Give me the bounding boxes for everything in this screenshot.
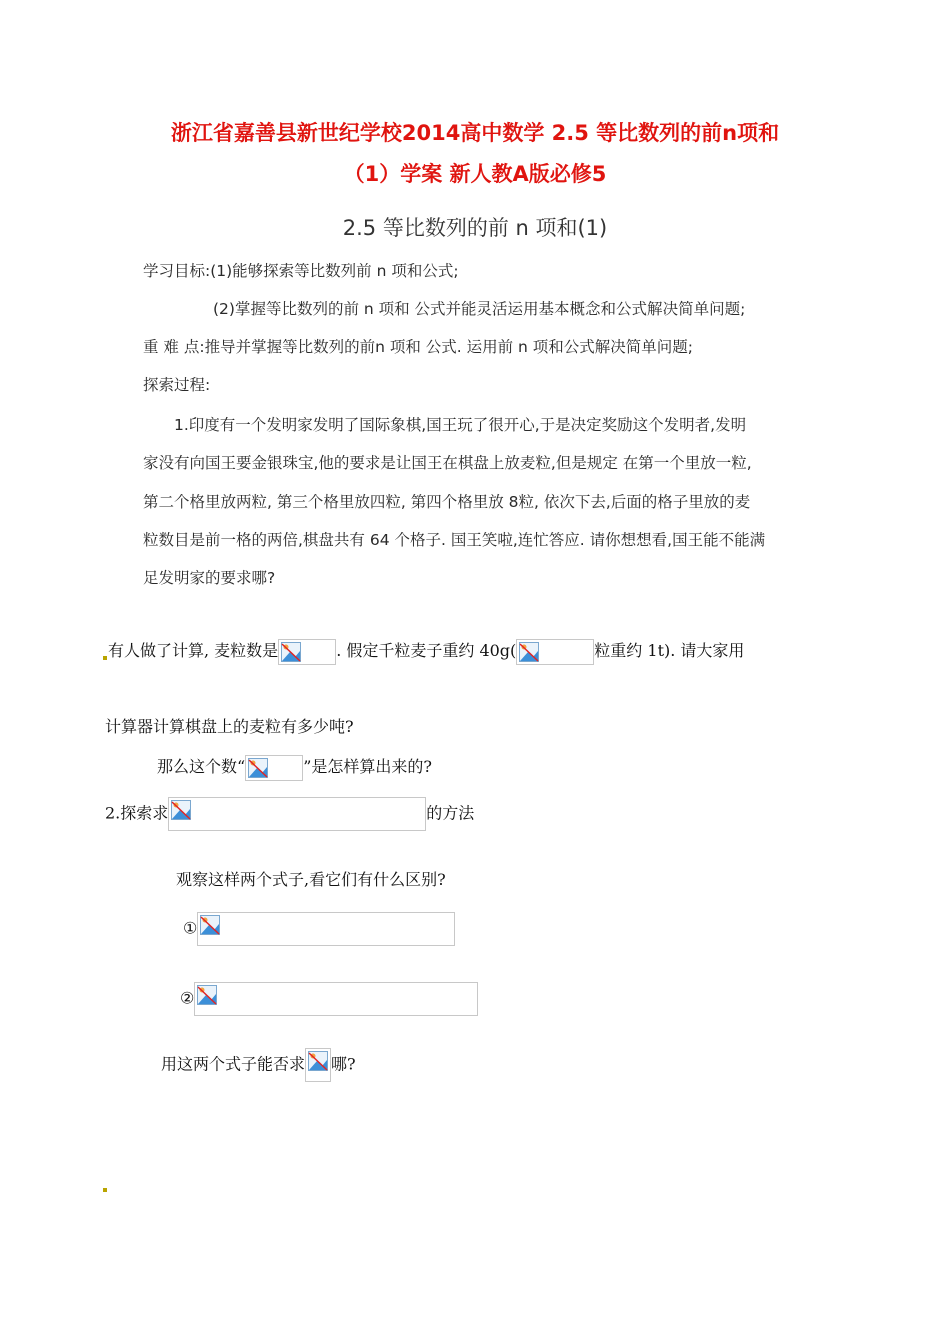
broken-image-icon — [248, 758, 268, 778]
marker-dot — [103, 1188, 107, 1192]
calc-question-text-2: ”是怎样算出来的? — [303, 757, 432, 776]
broken-image-icon — [519, 642, 539, 662]
formula-image — [516, 639, 594, 665]
calc-text-2: . 假定千粒麦子重约 40g( — [336, 641, 517, 660]
calc-line-1 — [108, 638, 744, 665]
story-line-2: 家没有向国王要金银珠宝,他的要求是让国王在棋盘上放麦粒,但是规定 在第一个里放一粒, — [143, 454, 752, 472]
equation-1 — [183, 912, 455, 946]
explore-heading — [105, 797, 474, 831]
story-line-5: 足发明家的要求哪? — [143, 569, 276, 587]
document-title-line1: 浙江省嘉善县新世纪学校2014高中数学 2.5 等比数列的前n项和 — [170, 121, 780, 145]
broken-image-icon — [200, 915, 220, 935]
story-line-1: 1.印度有一个发明家发明了国际象棋,国王玩了很开心,于是决定奖励这个发明者,发明 — [174, 416, 747, 434]
ask-text-2: 哪? — [331, 1054, 356, 1074]
ask-text-1: 用这两个式子能否求 — [161, 1054, 306, 1074]
formula-image — [305, 1048, 331, 1082]
key-points: 重 难 点:推导并掌握等比数列的前n 项和 公式. 运用前 n 项和公式解决简单问题; — [143, 338, 694, 356]
formula-image — [168, 797, 426, 831]
equation-2-marker: ② — [180, 988, 195, 1008]
formula-image — [194, 982, 478, 1016]
calc-question — [157, 754, 432, 781]
formula-image — [278, 639, 336, 665]
equation-2 — [180, 982, 478, 1016]
story-line-4: 粒数目是前一格的两倍,棋盘共有 64 个格子. 国王笑啦,连忙答应. 请你想想看,国王能不能满 — [143, 531, 766, 549]
broken-image-icon — [308, 1051, 328, 1071]
story-line-3: 第二个格里放两粒, 第三个格里放四粒, 第四个格里放 8粒, 依次下去,后面的格子里放的麦 — [143, 493, 751, 511]
document-title-line2: （1）学案 新人教A版必修5 — [343, 162, 607, 186]
formula-image — [197, 912, 455, 946]
calc-text-3: 粒重约 1t). 请大家用 — [594, 641, 745, 660]
section-title: 2.5 等比数列的前 n 项和(1) — [342, 216, 608, 240]
calc-line-2: 计算器计算棋盘上的麦粒有多少吨? — [105, 717, 354, 736]
calc-text-1: 有人做了计算, 麦粒数是 — [108, 641, 279, 660]
broken-image-icon — [197, 985, 217, 1005]
process-label: 探索过程: — [143, 376, 211, 394]
broken-image-icon — [281, 642, 301, 662]
explore-label: 2.探索求 — [105, 803, 169, 823]
ask-question — [161, 1048, 356, 1082]
marker-dot — [103, 656, 107, 660]
calc-question-text-1: 那么这个数“ — [157, 757, 246, 776]
observe-text: 观察这样两个式子,看它们有什么区别? — [176, 870, 446, 889]
explore-suffix: 的方法 — [426, 803, 475, 823]
equation-1-marker: ① — [183, 918, 198, 938]
objective-line-2: (2)掌握等比数列的前 n 项和 公式并能灵活运用基本概念和公式解决简单问题; — [213, 300, 746, 318]
broken-image-icon — [171, 800, 191, 820]
formula-image — [245, 755, 303, 781]
objective-line-1: 学习目标:(1)能够探索等比数列前 n 项和公式; — [143, 262, 459, 280]
